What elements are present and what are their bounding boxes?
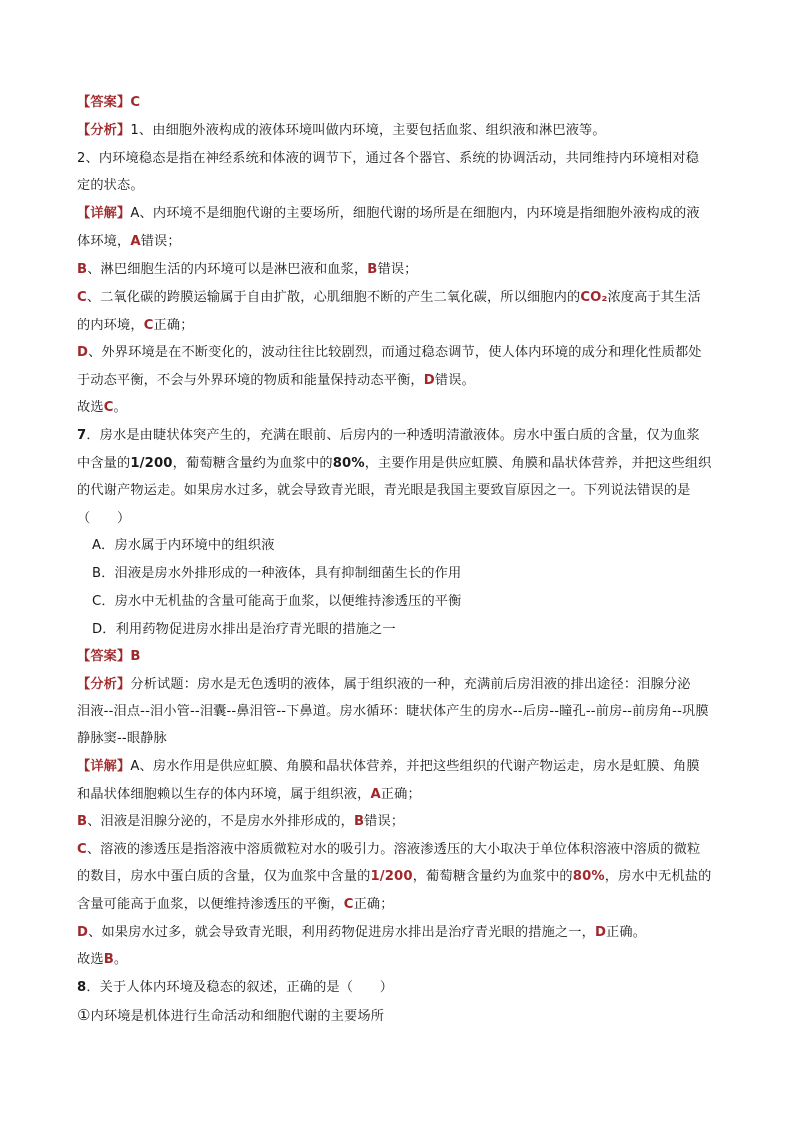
text-line (77, 979, 393, 997)
text-line (77, 786, 421, 804)
highlight-text: C (77, 290, 87, 305)
text-run: 错误； (377, 262, 418, 277)
text-run: 正确； (353, 897, 394, 912)
text-run: 7 (77, 428, 87, 443)
text-line (77, 372, 475, 390)
text-run: 于动态平衡，不会与外界环境的物质和能量保持动态平衡， (77, 373, 424, 388)
text-line (77, 344, 702, 362)
text-run: ，葡萄糖含量约为血浆中的 (172, 456, 333, 471)
text-run: 正确； (153, 318, 194, 333)
highlight-text: 【答案】 (77, 649, 131, 664)
text-line (77, 94, 140, 112)
highlight-text: CO₂ (580, 290, 608, 305)
highlight-text: 【分析】 (77, 677, 131, 692)
text-run: 、淋巴细胞生活的内环境可以是淋巴液和血浆， (87, 262, 368, 277)
text-run: 。 (113, 400, 127, 415)
text-run: 错误； (364, 814, 405, 829)
option-line (92, 593, 461, 611)
text-line (77, 951, 127, 969)
text-run: 浓度高于其生活 (607, 290, 701, 305)
highlight-text: 【分析】 (77, 123, 131, 138)
text-line (77, 317, 194, 335)
text-run: 、溶液的渗透压是指溶液中溶质微粒对水的吸引力。溶液渗透压的大小取决于单位体积溶液中溶质的微粒 (86, 842, 701, 857)
highlight-text: C (130, 95, 141, 110)
text-line (77, 730, 167, 748)
text-run: ① (77, 1006, 91, 1024)
highlight-text: B (130, 649, 141, 664)
text-run: 定的状态。 (77, 178, 144, 193)
text-run: 2、内环境稳态是指在神经系统和体液的调节下，通过各个器官、系统的协调活动，共同维持内环境相对稳 (77, 151, 700, 166)
highlight-text: B (353, 814, 365, 829)
highlight-text: C (103, 400, 114, 415)
text-line (77, 205, 700, 223)
option-line (92, 537, 275, 555)
text-run: 和晶状体细胞赖以生存的体内环境，属于组织液， (77, 787, 371, 802)
text-run: ，葡萄糖含量约为血浆中的 (412, 869, 573, 884)
text-run: 1/200 (130, 456, 173, 471)
text-run: 静脉窦--眼静脉 (77, 731, 167, 746)
text-run: 错误。 (434, 373, 475, 388)
highlight-text: C (143, 318, 154, 333)
highlight-text: 【详解】 (77, 206, 131, 221)
text-run: 正确； (380, 787, 421, 802)
highlight-text: C (77, 842, 87, 857)
text-run: 内环境是机体进行生命活动和细胞代谢的主要场所 (90, 1009, 385, 1024)
text-run: 泪液--泪点--泪小管--泪囊--鼻泪管--下鼻道。房水循环：睫状体产生的房水--后房--瞳孔--前房--前房角--巩膜 (77, 704, 709, 719)
text-run: ，主要作用是供应虹膜、角膜和晶状体营养，并把这些组织 (364, 456, 712, 471)
text-run: 的内环境， (77, 318, 144, 333)
text-run: 1、由细胞外液构成的液体环境叫做内环境，主要包括血浆、组织液和淋巴液等。 (130, 123, 606, 138)
text-run: D．利用药物促进房水排出是治疗青光眼的措施之一 (92, 622, 396, 637)
text-run: 。 (113, 952, 128, 967)
text-run: ．关于人体内环境及稳态的叙述，正确的是（ ） (86, 980, 394, 995)
text-line (77, 399, 127, 417)
text-line (77, 177, 144, 195)
highlight-text: 80% (572, 869, 605, 884)
text-line (77, 896, 394, 914)
text-line (77, 813, 404, 831)
text-run: 的数目，房水中蛋白质的含量，仅为血浆中含量的 (77, 869, 371, 884)
text-run: 分析试题：房水是无色透明的液体，属于组织液的一种，充满前后房泪液的排出途径：泪腺分泌 (130, 677, 691, 692)
text-line (77, 427, 700, 445)
text-run: 正确。 (606, 925, 647, 940)
text-line (77, 703, 709, 721)
text-run: B．泪液是房水外排形成的一种液体，具有抑制细菌生长的作用 (92, 566, 462, 581)
text-line (77, 924, 646, 942)
text-run: 、二氧化碳的跨膜运输属于自由扩散，心肌细胞不断的产生二氧化碳，所以细胞内的 (86, 290, 581, 305)
text-line (77, 758, 700, 776)
highlight-text: A (370, 787, 381, 802)
text-line (77, 482, 691, 500)
option-line (92, 565, 461, 583)
highlight-text: 1/200 (370, 869, 413, 884)
option-line (92, 621, 396, 639)
highlight-text: B (367, 262, 378, 277)
text-run: 故选 (77, 952, 104, 967)
text-line (77, 648, 141, 666)
highlight-text: 【答案】 (77, 95, 131, 110)
highlight-text: 【详解】 (77, 759, 131, 774)
highlight-text: B (77, 262, 88, 277)
text-run: （ ） (77, 511, 131, 526)
text-run: 错误； (140, 234, 181, 249)
text-run: A．房水属于内环境中的组织液 (92, 538, 275, 553)
text-run: 中含量的 (77, 456, 131, 471)
highlight-text: B (103, 952, 114, 967)
text-line (77, 841, 700, 859)
text-line (77, 455, 712, 473)
text-run: 8 (77, 980, 87, 995)
highlight-text: B (77, 814, 88, 829)
text-run: ．房水是由睫状体突产生的，充满在眼前、后房内的一种透明清澈液体。房水中蛋白质的含量，仅为血浆 (86, 428, 700, 443)
text-run: C．房水中无机盐的含量可能高于血浆，以便维持渗透压的平衡 (92, 594, 462, 609)
text-run: A、内环境不是细胞代谢的主要场所，细胞代谢的场所是在细胞内，内环境是指细胞外液构成的液 (130, 206, 700, 221)
text-line (77, 1006, 384, 1026)
text-run: 80% (332, 456, 365, 471)
text-run: 、如果房水过多，就会导致青光眼，利用药物促进房水排出是治疗青光眼的措施之一， (88, 925, 595, 940)
text-run: ，房水中无机盐的 (604, 869, 712, 884)
text-run: 的代谢产物运走。如果房水过多，就会导致青光眼，青光眼是我国主要致盲原因之一。下列说法错误的是 (77, 483, 691, 498)
text-run: 、外界环境是在不断变化的，波动往往比较剧烈，而通过稳态调节，使人体内环境的成分和理化性质都处 (88, 345, 702, 360)
highlight-text: D (594, 925, 607, 940)
text-run: 含量可能高于血浆，以便维持渗透压的平衡， (77, 897, 344, 912)
text-run: 故选 (77, 400, 104, 415)
text-line (77, 261, 418, 279)
text-line (77, 868, 712, 886)
text-run: 体环境， (77, 234, 131, 249)
highlight-text: D (77, 345, 89, 360)
highlight-text: A (130, 234, 141, 249)
text-line (77, 676, 691, 694)
text-line (77, 289, 701, 307)
highlight-text: D (77, 925, 89, 940)
text-run: A、房水作用是供应虹膜、角膜和晶状体营养，并把这些组织的代谢产物运走，房水是虹膜、角膜 (130, 759, 700, 774)
text-line (77, 150, 699, 168)
highlight-text: C (343, 897, 354, 912)
text-line (77, 233, 181, 251)
text-run: 、泪液是泪腺分泌的，不是房水外排形成的， (87, 814, 354, 829)
text-line (77, 510, 130, 528)
text-line (77, 122, 606, 140)
highlight-text: D (423, 373, 435, 388)
